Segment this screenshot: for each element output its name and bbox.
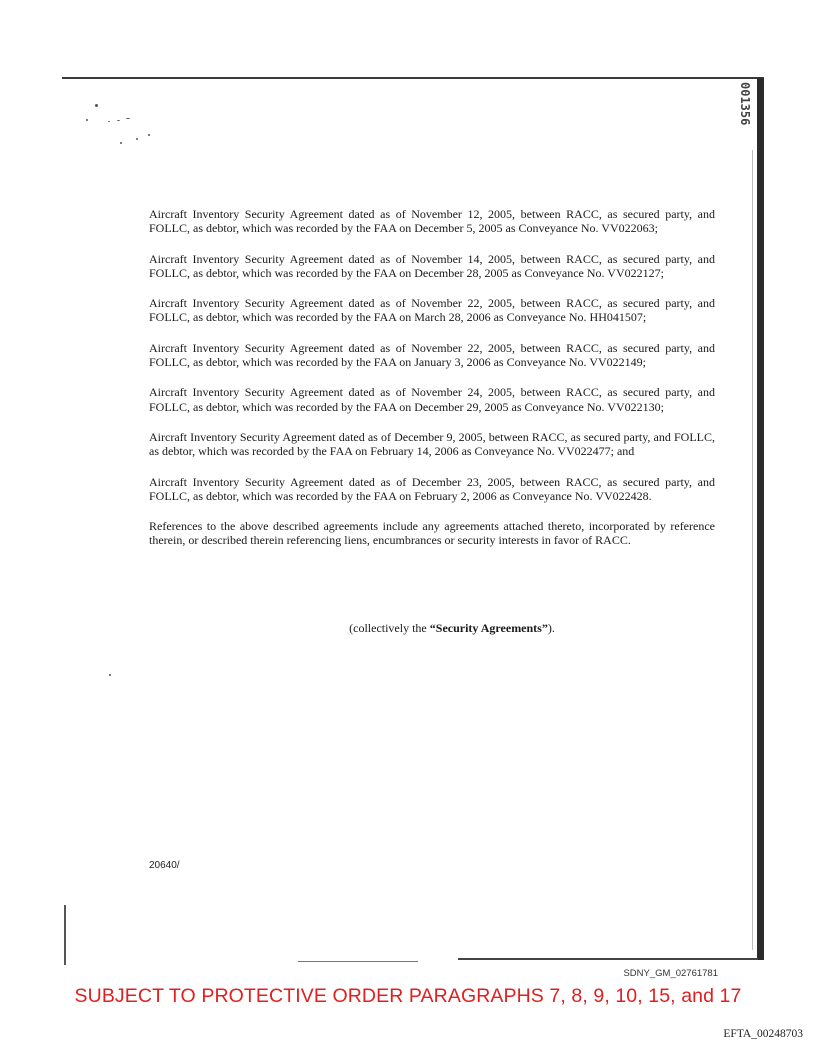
scan-speck (148, 134, 150, 136)
agreement-paragraph: Aircraft Inventory Security Agreement dated as of November 22, 2005, between RACC, as secured party, and FOLLC, as debtor, which was recorded by the FAA on January 3, 2006 as Conveyance No. VV022149; (149, 340, 715, 370)
collective-suffix: ). (547, 621, 555, 635)
scan-speck (108, 121, 110, 122)
scan-speck (109, 674, 111, 676)
bates-number: SDNY_GM_02761781 (623, 968, 718, 979)
agreement-paragraph: Aircraft Inventory Security Agreement dated as of November 12, 2005, between RACC, as secured party, and FOLLC, as debtor, which was recorded by the FAA on December 5, 2005 as Conveyance No. VV022063; (149, 207, 715, 236)
page-stamp-number: 001356 (738, 82, 752, 126)
scan-speck (136, 138, 138, 140)
agreement-paragraph: Aircraft Inventory Security Agreement dated as of November 22, 2005, between RACC, as secured party, and FOLLC, as debtor, which was recorded by the FAA on March 28, 2006 as Conveyance No. HH041507; (149, 296, 715, 325)
collective-prefix: (collectively the (349, 621, 430, 635)
top-border-line (62, 77, 764, 79)
bottom-border-line-left (298, 961, 418, 962)
scan-speck (117, 120, 120, 121)
scan-speck (86, 119, 88, 121)
agreement-paragraph: Aircraft Inventory Security Agreement dated as of December 9, 2005, between RACC, as secured party, and FOLLC, as debtor, which was recorded by the FAA on February 14, 2006 as Conveyance No. VV022477; and (149, 429, 715, 459)
agreement-paragraph: Aircraft Inventory Security Agreement dated as of November 24, 2005, between RACC, as secured party, and FOLLC, as debtor, which was recorded by the FAA on December 29, 2005 as Conveyance No. VV022130; (149, 385, 715, 414)
scan-speck (120, 142, 122, 144)
bottom-border-line (458, 958, 758, 960)
right-border-bar (757, 78, 764, 960)
defined-term: “Security Agreements” (429, 621, 548, 635)
document-number: 20640/ (149, 860, 180, 871)
left-edge-mark (64, 905, 66, 965)
document-body (149, 207, 715, 564)
collective-definition (149, 621, 715, 636)
scan-speck (95, 104, 98, 107)
references-paragraph: References to the above described agreements include any agreements attached thereto, incorporated by reference therein, or described therein referencing liens, encumbrances or security interests in favor of RACC. (149, 519, 715, 548)
scan-speck (126, 118, 130, 119)
efta-number: EFTA_00248703 (723, 1028, 803, 1040)
protective-order-notice: SUBJECT TO PROTECTIVE ORDER PARAGRAPHS 7, 8, 9, 10, 15, and 17 (74, 985, 742, 1007)
agreement-paragraph: Aircraft Inventory Security Agreement dated as of December 23, 2005, between RACC, as secured party, and FOLLC, as debtor, which was recorded by the FAA on February 2, 2006 as Conveyance No. VV022428. (149, 474, 715, 503)
right-border-shadow (752, 150, 753, 950)
agreement-paragraph: Aircraft Inventory Security Agreement dated as of November 14, 2005, between RACC, as secured party, and FOLLC, as debtor, which was recorded by the FAA on December 28, 2005 as Conveyance No. VV022127; (149, 251, 715, 280)
